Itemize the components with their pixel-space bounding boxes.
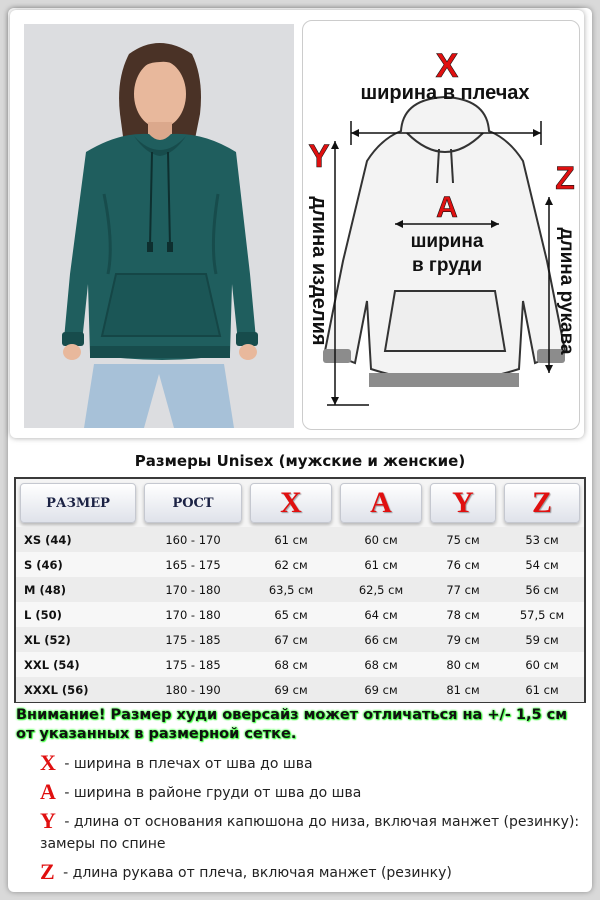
legend-item-x <box>40 752 580 775</box>
cell-y: 79 см <box>446 632 480 647</box>
cell-y: 75 см <box>446 532 480 547</box>
cell-a: 66 см <box>364 632 398 647</box>
cell-z: 56 см <box>525 582 559 597</box>
legend-letter-x: X <box>40 750 56 775</box>
measurement-diagram <box>302 20 580 430</box>
table-row <box>16 552 584 577</box>
cell-z: 59 см <box>525 632 559 647</box>
header-a <box>340 483 422 523</box>
cell-x: 68 см <box>274 657 308 672</box>
header-size <box>20 483 136 523</box>
cell-z: 57,5 см <box>519 607 565 622</box>
header-x-label: X <box>280 486 302 519</box>
cell-a: 61 см <box>364 557 398 572</box>
cell-height: 170 - 180 <box>165 607 221 622</box>
legend-letter-z: Z <box>40 859 55 884</box>
measurement-legend <box>40 752 580 890</box>
cell-height: 170 - 180 <box>165 582 221 597</box>
cell-height: 180 - 190 <box>165 682 221 697</box>
table-header-row <box>16 479 584 527</box>
cell-a: 68 см <box>364 657 398 672</box>
a-label-line2: в груди <box>411 255 483 276</box>
cell-size: S (46) <box>24 557 63 572</box>
legend-item-z <box>40 861 580 884</box>
a-letter: A <box>436 191 458 224</box>
header-height <box>144 483 242 523</box>
oversize-warning: Внимание! Размер худи оверсайз может отличаться на +/- 1,5 см от указанных в размерной сетке. <box>16 707 568 742</box>
cell-y: 77 см <box>446 582 480 597</box>
cell-x: 62 см <box>274 557 308 572</box>
cell-y: 80 см <box>446 657 480 672</box>
header-a-label: A <box>370 486 392 519</box>
header-x <box>250 483 332 523</box>
legend-text-x: - ширина в плечах от шва до шва <box>59 756 313 772</box>
cell-size: XS (44) <box>24 532 72 547</box>
table-title: Размеры Unisex (мужские и женские) <box>134 452 466 470</box>
table-row <box>16 577 584 602</box>
y-letter: Y <box>308 138 330 174</box>
x-letter: X <box>435 47 459 85</box>
legend-item-a <box>40 781 580 804</box>
cell-x: 65 см <box>274 607 308 622</box>
table-row <box>16 602 584 627</box>
header-y <box>430 483 496 523</box>
legend-item-y <box>40 810 580 855</box>
legend-text-z: - длина рукава от плеча, включая манжет (резинку) <box>58 865 452 881</box>
cell-a: 64 см <box>364 607 398 622</box>
cell-z: 61 см <box>525 682 559 697</box>
cell-size: XL (52) <box>24 632 71 647</box>
model-photo-illustration <box>24 24 294 428</box>
x-label: ширина в плечах <box>360 82 530 104</box>
header-z <box>504 483 580 523</box>
z-letter: Z <box>555 160 575 196</box>
cell-y: 81 см <box>446 682 480 697</box>
cell-size: XXL (54) <box>24 657 80 672</box>
legend-letter-y: Y <box>40 808 56 833</box>
a-label-line1: ширина <box>410 231 484 252</box>
cell-x: 67 см <box>274 632 308 647</box>
model-photo <box>24 24 294 428</box>
cell-a: 62,5 см <box>358 582 404 597</box>
cell-height: 175 - 185 <box>165 657 221 672</box>
cell-size: M (48) <box>24 582 66 597</box>
hoodie-sketch <box>303 21 580 430</box>
header-size-label: РАЗМЕР <box>46 495 110 511</box>
cell-y: 76 см <box>446 557 480 572</box>
header-height-label: РОСТ <box>172 495 214 511</box>
cell-a: 69 см <box>364 682 398 697</box>
table-row <box>16 527 584 552</box>
cell-y: 78 см <box>446 607 480 622</box>
cell-x: 61 см <box>274 532 308 547</box>
legend-text-y: - длина от основания капюшона до низа, включая манжет (резинку): замеры по спине <box>40 814 580 852</box>
cell-size: L (50) <box>24 607 62 622</box>
cell-z: 60 см <box>525 657 559 672</box>
cell-x: 63,5 см <box>268 582 314 597</box>
table-row <box>16 627 584 652</box>
cell-z: 54 см <box>525 557 559 572</box>
cell-a: 60 см <box>364 532 398 547</box>
cell-z: 53 см <box>525 532 559 547</box>
z-label: длина рукава <box>556 227 577 355</box>
header-z-label: Z <box>531 486 552 519</box>
table-row <box>16 652 584 677</box>
cell-height: 160 - 170 <box>165 532 221 547</box>
cell-height: 165 - 175 <box>165 557 221 572</box>
cell-x: 69 см <box>274 682 308 697</box>
legend-text-a: - ширина в районе груди от шва до шва <box>59 785 362 801</box>
cell-height: 175 - 185 <box>165 632 221 647</box>
cell-size: XXXL (56) <box>24 682 89 697</box>
y-label: длина изделия <box>308 196 330 346</box>
size-table <box>14 477 586 703</box>
table-row <box>16 677 584 702</box>
header-y-label: Y <box>452 486 474 519</box>
legend-letter-a: A <box>40 779 56 804</box>
